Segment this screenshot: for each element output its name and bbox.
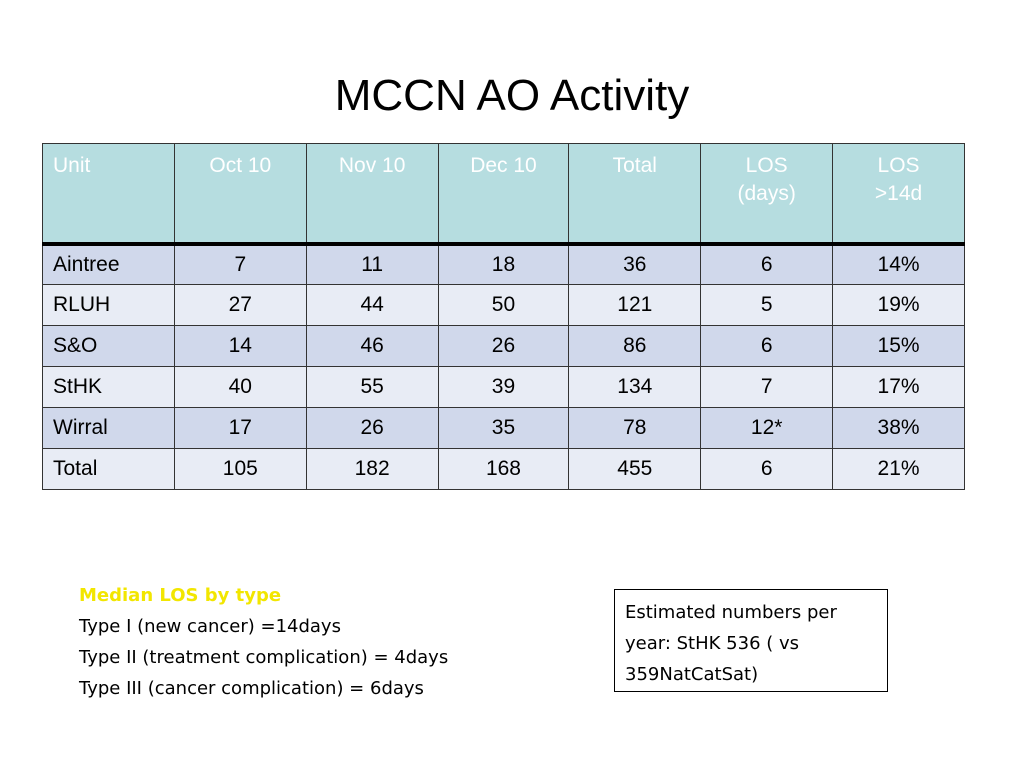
table-row: [43, 326, 965, 367]
header-unit: [43, 144, 175, 244]
total-cell: 134: [569, 367, 701, 408]
median-los-notes: [79, 580, 448, 704]
dec-cell: 39: [438, 367, 569, 408]
unit-cell: StHK: [43, 367, 175, 408]
notes-heading: Median LOS by type: [79, 585, 282, 606]
header-label: Unit: [53, 154, 91, 177]
oct-cell: 14: [174, 326, 306, 367]
notes-line: Type II (treatment complication) = 4days: [79, 647, 449, 668]
los-over-14d-cell: 14%: [833, 244, 965, 285]
nov-cell: 55: [306, 367, 438, 408]
total-cell: 121: [569, 285, 701, 326]
activity-table: [42, 143, 965, 490]
header-dec-10: [438, 144, 569, 244]
unit-cell: Total: [43, 449, 175, 490]
oct-cell: 7: [174, 244, 306, 285]
header-oct-10: [174, 144, 306, 244]
total-cell: 86: [569, 326, 701, 367]
los-over-14d-cell: 38%: [833, 408, 965, 449]
nov-cell: 11: [306, 244, 438, 285]
header-los-over-14d: [833, 144, 965, 244]
los-days-cell: 7: [701, 367, 833, 408]
table-row: [43, 285, 965, 326]
table-row: [43, 367, 965, 408]
total-cell: 36: [569, 244, 701, 285]
header-los-days: [701, 144, 833, 244]
oct-cell: 27: [174, 285, 306, 326]
los-days-cell: 6: [701, 244, 833, 285]
total-cell: 78: [569, 408, 701, 449]
nov-cell: 182: [306, 449, 438, 490]
header-label: Total: [612, 154, 657, 177]
notes-line: Type I (new cancer) =14days: [79, 616, 341, 637]
dec-cell: 26: [438, 326, 569, 367]
header-label: LOS: [877, 154, 920, 177]
dec-cell: 168: [438, 449, 569, 490]
table-row: [43, 408, 965, 449]
nov-cell: 46: [306, 326, 438, 367]
los-over-14d-cell: 15%: [833, 326, 965, 367]
dec-cell: 50: [438, 285, 569, 326]
unit-cell: S&O: [43, 326, 175, 367]
table-row-total: [43, 449, 965, 490]
nov-cell: 44: [306, 285, 438, 326]
oct-cell: 17: [174, 408, 306, 449]
header-label: Dec 10: [470, 154, 537, 177]
unit-cell: Wirral: [43, 408, 175, 449]
unit-cell: RLUH: [43, 285, 175, 326]
nov-cell: 26: [306, 408, 438, 449]
estimate-line: 359NatCatSat): [625, 664, 759, 685]
los-over-14d-cell: 17%: [833, 367, 965, 408]
notes-line: Type III (cancer complication) = 6days: [79, 678, 424, 699]
oct-cell: 40: [174, 367, 306, 408]
header-label-sub: >14d: [874, 182, 923, 205]
header-label: Nov 10: [338, 154, 406, 177]
header-label: Oct 10: [209, 154, 272, 177]
header-nov-10: [306, 144, 438, 244]
oct-cell: 105: [174, 449, 306, 490]
estimate-box: [614, 589, 888, 692]
slide-title: MCCN AO Activity: [334, 71, 690, 120]
los-days-cell: 6: [701, 326, 833, 367]
total-cell: 455: [569, 449, 701, 490]
dec-cell: 35: [438, 408, 569, 449]
los-over-14d-cell: 21%: [833, 449, 965, 490]
los-days-cell: 5: [701, 285, 833, 326]
los-over-14d-cell: 19%: [833, 285, 965, 326]
unit-cell: Aintree: [43, 244, 175, 285]
table-row: [43, 244, 965, 285]
table-header-row: [43, 144, 965, 244]
header-label: LOS: [745, 154, 788, 177]
estimate-line: year: StHK 536 ( vs: [625, 633, 800, 654]
los-days-cell: 6: [701, 449, 833, 490]
estimate-line: Estimated numbers per: [625, 602, 837, 623]
los-days-cell: 12*: [701, 408, 833, 449]
dec-cell: 18: [438, 244, 569, 285]
header-total: [569, 144, 701, 244]
header-label-sub: (days): [737, 182, 796, 205]
